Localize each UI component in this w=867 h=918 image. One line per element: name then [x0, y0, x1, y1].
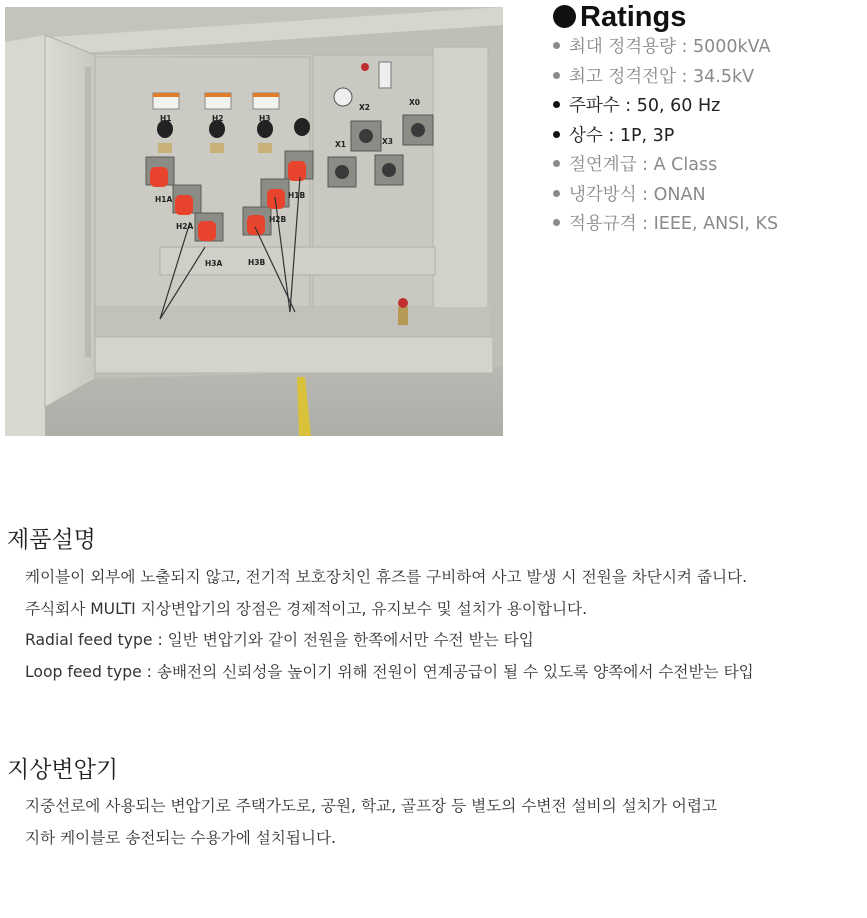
description-line-3: Radial feed type : 일반 변압기와 같이 전원을 한쪽에서만 수전 받는 타입 [25, 631, 534, 649]
rating-item-standard [553, 210, 863, 240]
photo-label-h2b: H2B [269, 215, 287, 224]
photo-label-h3a: H3A [205, 259, 223, 268]
rating-text: 절연계급 : A Class [569, 155, 718, 175]
rating-item-capacity [553, 33, 863, 63]
bullet-icon [553, 190, 560, 197]
description-title: 제품설명 [7, 527, 96, 553]
description-line-1: 케이블이 외부에 노출되지 않고, 전기적 보호장치인 휴즈를 구비하여 사고 발생 시 전원을 차단시켜 줍니다. [25, 568, 748, 586]
rating-text: 최대 정격용량 : 5000kVA [569, 37, 771, 57]
bullet-icon [553, 101, 560, 108]
rating-text: 주파수 : 50, 60 Hz [569, 96, 721, 116]
ground-line-1: 지중선로에 사용되는 변압기로 주택가도로, 공원, 학교, 골프장 등 별도의 수변전 설비의 설치가 어렵고 [25, 797, 717, 815]
rating-item-frequency [553, 92, 863, 122]
photo-label-h1b: H1B [288, 191, 306, 200]
bullet-icon [553, 219, 560, 226]
ground-line-2: 지하 케이블로 송전되는 수용가에 설치됩니다. [25, 829, 336, 847]
rating-text: 적용규격 : IEEE, ANSI, KS [569, 214, 779, 234]
ratings-list [553, 33, 863, 240]
ground-transformer-title: 지상변압기 [7, 757, 119, 783]
rating-text: 상수 : 1P, 3P [569, 125, 675, 146]
rating-item-cooling [553, 181, 863, 211]
photo-label-x1: X1 [335, 140, 347, 149]
bullet-icon [553, 160, 560, 167]
photo-label-h1a: H1A [155, 195, 173, 204]
rating-item-phase [553, 122, 863, 152]
transformer-photo [5, 7, 503, 436]
rating-item-insulation [553, 151, 863, 181]
bullet-dot-icon [553, 5, 576, 28]
photo-label-h2a: H2A [176, 222, 194, 231]
ratings-title-text: Ratings [580, 1, 687, 33]
rating-item-voltage [553, 63, 863, 93]
photo-label-x2: X2 [359, 103, 371, 112]
photo-label-x3: X3 [382, 137, 394, 146]
photo-label-h2: H2 [212, 114, 224, 123]
photo-label-h1: H1 [160, 114, 172, 123]
bullet-icon [553, 72, 560, 79]
ratings-panel [553, 0, 863, 240]
bullet-icon [553, 42, 560, 49]
ratings-title [553, 0, 863, 34]
photo-label-x0: X0 [409, 98, 421, 107]
rating-text: 최고 정격전압 : 34.5kV [569, 66, 755, 87]
photo-label-h3: H3 [259, 114, 271, 123]
bullet-icon [553, 131, 560, 138]
description-line-2: 주식회사 MULTI 지상변압기의 장점은 경제적이고, 유지보수 및 설치가 용이합니다. [25, 600, 588, 618]
rating-text: 냉각방식 : ONAN [569, 184, 706, 205]
description-line-4: Loop feed type : 송배전의 신뢰성을 높이기 위해 전원이 연계공급이 될 수 있도록 양쪽에서 수전받는 타입 [25, 663, 754, 681]
photo-label-h3b: H3B [248, 258, 266, 267]
